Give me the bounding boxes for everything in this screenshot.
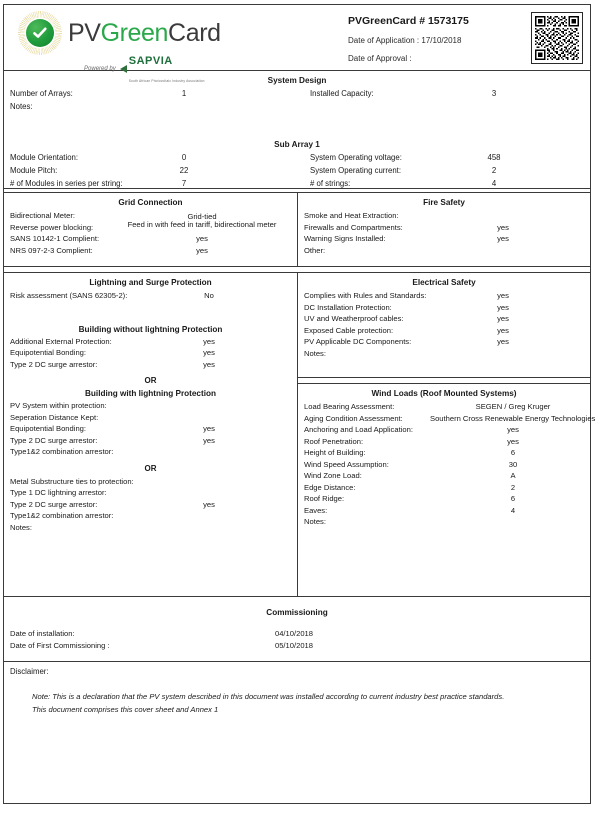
wind-loads-title: Wind Loads (Roof Mounted Systems) — [371, 389, 517, 398]
equipotential-bonding-with-value: yes — [203, 424, 215, 433]
modules-in-series-value: 7 — [181, 179, 187, 188]
type1and2-combination-metal-label: Type1&2 combination arrestor: — [10, 511, 114, 520]
complies-rules-standards-value: yes — [497, 291, 509, 300]
date-of-first-commissioning-value: 05/10/2018 — [274, 640, 313, 650]
fire-safety-other-label: Other: — [304, 245, 326, 255]
additional-external-protection-value: yes — [203, 336, 215, 346]
commissioning-title: Commissioning — [266, 608, 328, 617]
nrs-097-label: NRS 097-2-3 Complient: — [10, 246, 93, 255]
type2-surge-arrestor-metal-value: yes — [203, 499, 215, 509]
grid-fire-section — [4, 193, 590, 267]
logo-pv: PV — [68, 18, 101, 47]
load-bearing-assessment-label: Load Bearing Assessment: — [304, 402, 395, 411]
lightning-notes-label: Notes: — [10, 522, 32, 532]
lightning-surge-title: Lightning and Surge Protection — [89, 278, 212, 287]
equipotential-bonding-with-label: Equipotential Bonding: — [10, 424, 86, 433]
table-row — [4, 523, 297, 535]
powered-by-label: Powered by — [84, 66, 116, 72]
number-of-strings-label: # of strings: — [310, 179, 351, 188]
green-check-badge-icon — [18, 11, 62, 55]
table-row — [298, 234, 590, 246]
nrs-097-value: yes — [196, 246, 208, 255]
table-row — [4, 436, 297, 448]
building-without-lightning-title: Building without lightning Protection — [78, 324, 223, 334]
load-bearing-assessment-value: SEGEN / Greg Kruger — [475, 402, 551, 411]
uv-weatherproof-cables-value: yes — [497, 314, 509, 323]
wind-speed-assumption-label: Wind Speed Assumption: — [304, 459, 389, 469]
fire-safety-panel — [298, 193, 590, 266]
dc-installation-protection-value: yes — [497, 302, 509, 312]
sub-array-title: Sub Array 1 — [274, 140, 320, 149]
table-row — [298, 494, 590, 506]
table-row — [4, 291, 297, 303]
aging-condition-assessment-label: Aging Condition Assessment: — [304, 413, 403, 423]
type2-surge-arrestor-with-value: yes — [203, 435, 215, 445]
wind-speed-assumption-value: 30 — [508, 459, 518, 469]
qr-code — [531, 12, 583, 64]
module-orientation-value: 0 — [181, 153, 187, 162]
roof-penetration-value: yes — [507, 436, 519, 446]
height-of-building-label: Height of Building: — [304, 448, 366, 457]
additional-external-protection-label: Additional External Protection: — [10, 336, 112, 346]
anchoring-load-application-label: Anchoring and Load Application: — [304, 425, 413, 434]
risk-assessment-label: Risk assessment (SANS 62305-2): — [10, 291, 128, 300]
date-of-installation-label: Date of installation: — [10, 629, 75, 638]
installed-capacity-label: Installed Capacity: — [310, 89, 374, 98]
table-row — [4, 488, 297, 500]
table-row — [298, 326, 590, 338]
commissioning-section — [4, 597, 590, 662]
table-row — [298, 402, 590, 414]
logo-green: Green — [100, 18, 169, 47]
lightning-surge-panel — [4, 273, 298, 596]
number-of-strings-value: 4 — [491, 179, 497, 188]
electrical-safety-title: Electrical Safety — [412, 278, 476, 287]
or-separator-1: OR — [144, 376, 157, 385]
logo-card: Card — [168, 18, 221, 47]
anchoring-load-application-value: yes — [507, 425, 519, 434]
module-pitch-value: 22 — [179, 166, 189, 175]
table-row — [298, 437, 590, 449]
bidirectional-meter-label: Bidirectional Meter: — [10, 211, 75, 220]
module-orientation-label: Module Orientation: — [10, 153, 79, 162]
module-pitch-label: Module Pitch: — [10, 166, 58, 175]
system-operating-voltage-label: System Operating voltage: — [310, 153, 402, 162]
number-of-arrays-label: Number of Arrays: — [10, 89, 73, 98]
type2-surge-arrestor-metal-label: Type 2 DC surge arrestor: — [10, 499, 98, 509]
electrical-safety-notes-label: Notes: — [304, 348, 326, 358]
sapvia-tagline: South African Photovoltaic Industry Association — [128, 79, 205, 83]
table-row — [298, 223, 590, 235]
complies-rules-standards-label: Complies with Rules and Standards: — [304, 291, 427, 300]
warning-signs-label: Warning Signs Installed: — [304, 234, 386, 243]
type2-surge-arrestor-without-value: yes — [203, 359, 215, 369]
risk-assessment-value: No — [204, 291, 214, 300]
type2-surge-arrestor-with-label: Type 2 DC surge arrestor: — [10, 435, 98, 445]
wind-zone-load-label: Wind Zone Load: — [304, 471, 362, 480]
table-row — [298, 349, 590, 361]
table-row — [4, 153, 590, 166]
edge-distance-value: 2 — [510, 482, 516, 492]
reverse-power-blocking-label: Reverse power blocking: — [10, 222, 94, 232]
equipotential-bonding-without-label: Equipotential Bonding: — [10, 348, 86, 357]
table-row — [4, 401, 297, 413]
pvgreencard-document — [3, 4, 596, 804]
qr-code-image — [535, 16, 579, 60]
table-row — [4, 629, 590, 641]
sapvia-wordmark: SAPVIA — [128, 55, 173, 67]
date-of-first-commissioning-label: Date of First Commissioning : — [10, 640, 110, 650]
firewalls-compartments-label: Firewalls and Compartments: — [304, 222, 403, 232]
sans-10142-value: yes — [196, 234, 208, 243]
table-row — [4, 337, 297, 349]
grid-connection-panel — [4, 193, 298, 266]
equipotential-bonding-without-value: yes — [203, 348, 215, 357]
wind-zone-load-value: A — [510, 471, 516, 480]
table-row — [4, 511, 297, 523]
table-row — [298, 314, 590, 326]
separation-distance-label: Seperation Distance Kept: — [10, 412, 99, 422]
table-row — [298, 211, 590, 223]
exposed-cable-protection-label: Exposed Cable protection: — [304, 325, 394, 335]
disclaimer-section — [4, 662, 590, 716]
building-with-lightning-title: Building with lightning Protection — [85, 389, 216, 398]
warning-signs-value: yes — [497, 234, 509, 243]
height-of-building-value: 6 — [510, 448, 516, 457]
system-design-section — [4, 71, 590, 189]
bidirectional-meter-value: Grid-tied — [187, 212, 217, 221]
firewalls-compartments-value: yes — [497, 222, 509, 232]
table-row — [4, 360, 297, 372]
system-design-title: System Design — [267, 76, 327, 85]
table-row — [298, 471, 590, 483]
table-row — [4, 641, 590, 653]
system-operating-current-value: 2 — [491, 166, 497, 175]
table-row — [298, 448, 590, 460]
header-metadata — [348, 15, 469, 72]
table-row — [298, 425, 590, 437]
eaves-value: 4 — [510, 505, 516, 515]
grid-connection-title: Grid Connection — [118, 198, 183, 207]
table-row — [4, 166, 590, 179]
system-operating-current-label: System Operating current: — [310, 166, 402, 175]
type2-surge-arrestor-without-label: Type 2 DC surge arrestor: — [10, 359, 98, 369]
fire-safety-title: Fire Safety — [423, 198, 465, 207]
aging-condition-assessment-value: Southern Cross Renewable Energy Technologies — [430, 413, 596, 423]
date-of-approval: Date of Approval : — [348, 54, 412, 63]
or-separator-2: OR — [144, 463, 157, 473]
logo-wordmark — [68, 19, 221, 48]
table-row — [298, 413, 596, 426]
sans-10142-label: SANS 10142-1 Complient: — [10, 234, 100, 243]
disclaimer-line-1: Note: This is a declaration that the PV system described in this document was installed according to current industry best practice standards. — [32, 692, 505, 701]
table-row — [4, 500, 297, 512]
table-row — [298, 483, 590, 495]
wind-loads-panel — [298, 384, 596, 529]
wind-loads-notes-label: Notes: — [304, 517, 326, 526]
table-row — [298, 460, 590, 472]
protection-section — [4, 273, 596, 597]
date-of-installation-value: 04/10/2018 — [274, 629, 313, 638]
table-row — [4, 348, 297, 360]
pv-applicable-dc-components-label: PV Applicable DC Components: — [304, 337, 412, 346]
table-row — [298, 303, 590, 315]
number-of-arrays-value: 1 — [181, 89, 187, 98]
eaves-label: Eaves: — [304, 505, 328, 515]
table-row — [298, 337, 590, 349]
metal-substructure-ties-label: Metal Substructure ties to protection: — [10, 476, 134, 486]
table-row — [4, 89, 590, 102]
table-row — [298, 291, 590, 303]
exposed-cable-protection-value: yes — [497, 325, 509, 335]
uv-weatherproof-cables-label: UV and Weatherproof cables: — [304, 314, 404, 323]
system-design-notes-label: Notes: — [10, 102, 33, 111]
pv-system-within-protection-label: PV System within protection: — [10, 401, 107, 410]
date-of-application: Date of Application : 17/10/2018 — [348, 36, 462, 45]
type1and2-combination-with-label: Type1&2 combination arrestor: — [10, 447, 114, 456]
type1-dc-lightning-arrestor-label: Type 1 DC lightning arrestor: — [10, 488, 107, 497]
reverse-power-blocking-value: Feed in with feed in tariff, bidirectional meter — [127, 220, 277, 229]
disclaimer-heading: Disclaimer: — [10, 667, 49, 676]
dc-installation-protection-label: DC Installation Protection: — [304, 302, 392, 312]
table-row — [4, 424, 297, 436]
table-row — [298, 246, 590, 258]
edge-distance-label: Edge Distance: — [304, 482, 356, 492]
table-row — [4, 413, 297, 425]
table-row — [298, 506, 590, 518]
table-row — [4, 477, 297, 489]
disclaimer-line-2: This document comprises this cover sheet and Annex 1 — [32, 705, 219, 714]
card-number: PVGreenCard # 1573175 — [348, 15, 469, 27]
smoke-heat-extraction-label: Smoke and Heat Extraction: — [304, 211, 399, 220]
system-operating-voltage-value: 458 — [487, 153, 501, 162]
roof-ridge-value: 6 — [510, 494, 516, 503]
modules-in-series-label: # of Modules in series per string: — [10, 179, 123, 188]
table-row — [298, 517, 590, 529]
pv-applicable-dc-components-value: yes — [497, 337, 509, 346]
electrical-safety-panel — [298, 273, 590, 378]
roof-ridge-label: Roof Ridge: — [304, 494, 345, 503]
roof-penetration-label: Roof Penetration: — [304, 436, 364, 446]
installed-capacity-value: 3 — [491, 89, 497, 98]
table-row — [4, 447, 297, 459]
right-protection-column — [298, 273, 596, 596]
